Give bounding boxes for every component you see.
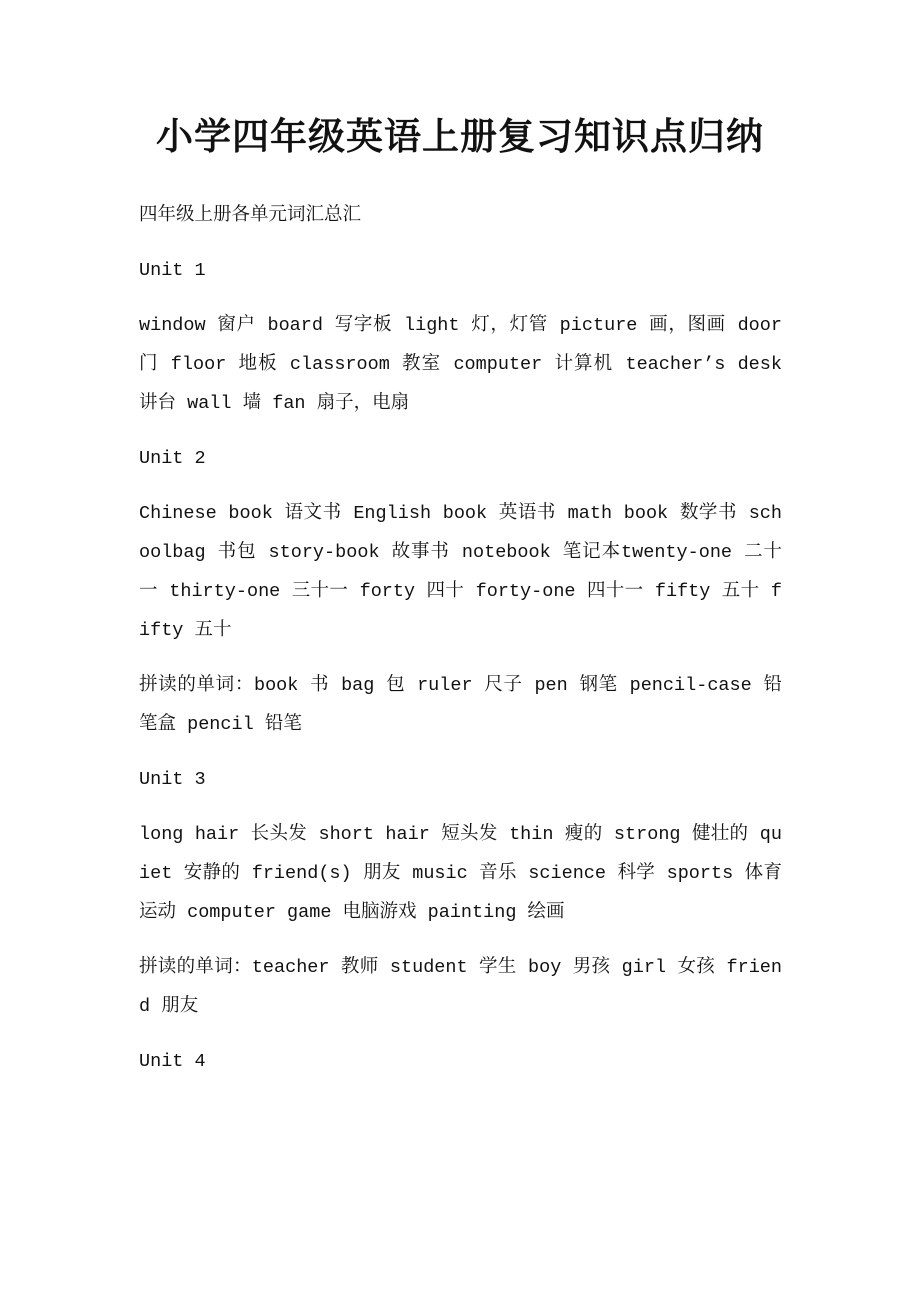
unit-3-heading: Unit 3 [139,769,206,790]
unit-4-heading: Unit 4 [139,1051,206,1072]
unit-1-heading: Unit 1 [139,260,206,281]
unit-2-heading: Unit 2 [139,448,206,469]
page-title: 小学四年级英语上册复习知识点归纳 [156,114,764,158]
section-subtitle: 四年级上册各单元词汇总汇 [139,205,362,226]
document-body [139,196,782,1097]
unit-2-phonics-words: 拼读的单词：book 书 bag 包 ruler 尺子 pen 钢笔 pencil-case 铅笔盒 pencil 铅笔 [139,675,782,735]
unit-1-vocabulary: window 窗户 board 写字板 light 灯，灯管 picture 画，图画 door 门 floor 地板 classroom 教室 computer 计算机 teacher’s desk 讲台 wall 墙 fan 扇子，电扇 [139,315,782,414]
unit-3-phonics-words: 拼读的单词：teacher 教师 student 学生 boy 男孩 girl 女孩 friend 朋友 [139,957,782,1017]
unit-3-vocabulary: long hair 长头发 short hair 短头发 thin 瘦的 strong 健壮的 quiet 安静的 friend(s) 朋友 music 音乐 science 科学 sports 体育运动 computer game 电脑游戏 painting 绘画 [139,824,782,923]
unit-2-vocabulary: Chinese book 语文书 English book 英语书 math book 数学书 schoolbag 书包 story-book 故事书 notebook 笔记本twenty-one 二十一 thirty-one 三十一 forty 四十 forty-one 四十一 fifty 五十 fifty 五十 [139,503,782,641]
